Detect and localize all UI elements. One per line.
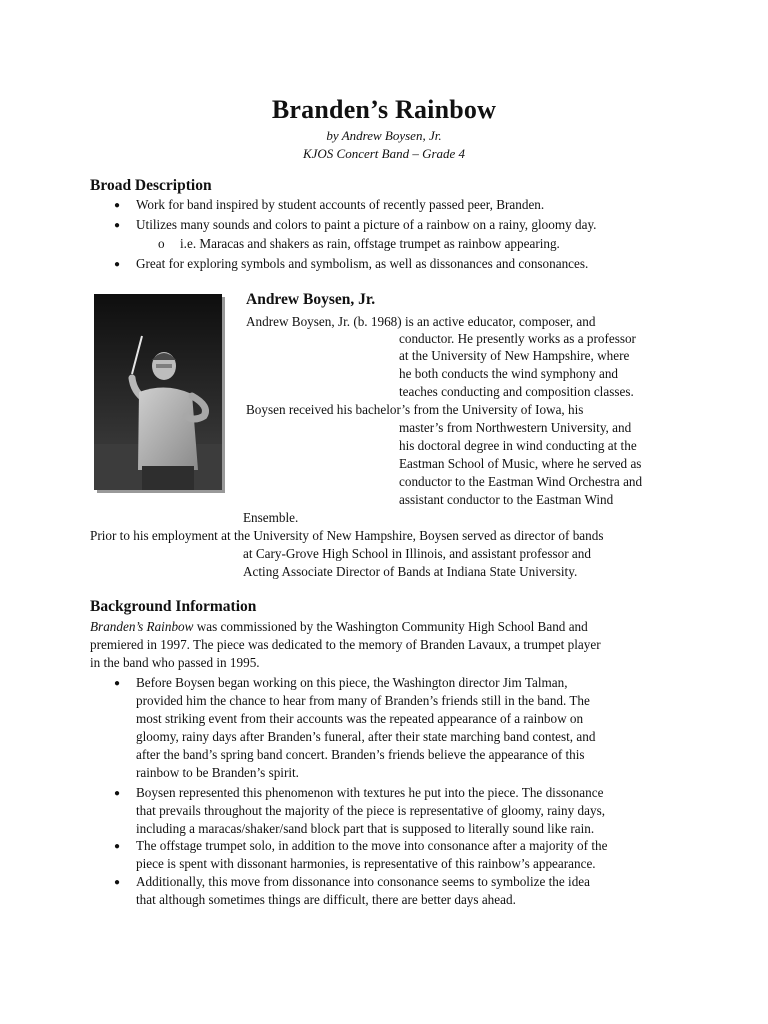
bullet-marker: ● [114,259,121,270]
background-bullet-line: that although sometimes things are difficult, there are better days ahead. [136,892,516,907]
background-bullet-line: Boysen represented this phenomenon with textures he put into the piece. The dissonance [136,785,604,800]
background-bullet-line: rainbow to be Branden’s spirit. [136,765,299,780]
broad-description-heading: Broad Description [90,177,212,194]
background-intro-line: premiered in 1997. The piece was dedicated to the memory of Branden Lavaux, a trumpet player [90,637,601,652]
bio-line: Prior to his employment at the University of New Hampshire, Boysen served as director of bands [90,528,604,543]
background-bullet-line: Additionally, this move from dissonance into consonance seems to symbolize the idea [136,874,591,889]
bio-line: at Cary-Grove High School in Illinois, and assistant professor and [243,546,591,561]
bio-line: at the University of New Hampshire, where [399,348,630,363]
background-bullet-line: after the band’s spring band concert. Branden’s friends believe the appearance of this [136,747,585,762]
bullet-marker: ● [114,200,121,211]
bio-line: conductor. He presently works as a professor [399,331,636,346]
bio-line: master’s from Northwestern University, and [399,420,632,435]
background-bullet-line: The offstage trumpet solo, in addition to the move into consonance after a majority of the [136,838,608,853]
background-bullet-line: including a maracas/shaker/sand block part that is supposed to literally sound like rain. [136,821,595,836]
background-bullet-line: Before Boysen began working on this piece, the Washington director Jim Talman, [136,675,568,690]
bio-line: Boysen received his bachelor’s from the University of Iowa, his [246,402,584,417]
page-title: Branden’s Rainbow [271,95,497,124]
broad-bullet-3: Great for exploring symbols and symbolism, as well as dissonances and consonances. [136,256,589,271]
bullet-marker: ● [114,877,121,888]
sub-bullet-marker: o [158,236,165,251]
broad-bullet-2: Utilizes many sounds and colors to paint a picture of a rainbow on a rainy, gloomy day. [136,217,597,232]
bio-line: he both conducts the wind symphony and [399,366,619,381]
background-bullet-line: piece is spent with dissonant harmonies, is representative of this rainbow’s appearance. [136,856,596,871]
background-intro-line [90,618,588,636]
byline: by Andrew Boysen, Jr. [326,128,442,143]
bio-line: his doctoral degree in wind conducting at the [399,438,637,453]
bio-line: Andrew Boysen, Jr. (b. 1968) is an active educator, composer, and [246,314,596,329]
piece-title-italic: Branden’s Rainbow [90,619,194,634]
bio-heading: Andrew Boysen, Jr. [246,291,376,308]
broad-bullet-1: Work for band inspired by student accounts of recently passed peer, Branden. [136,197,545,212]
bullet-marker: ● [114,678,121,689]
bio-line: Acting Associate Director of Bands at Indiana State University. [243,564,578,579]
conductor-photo-image [94,294,222,490]
bio-line: teaches conducting and composition classes. [399,384,634,399]
background-bullet-line: gloomy, rainy days after Branden’s funeral, after their state marching band contest, and [136,729,596,744]
bio-line: assistant conductor to the Eastman Wind [399,492,614,507]
intro-rest: was commissioned by the Washington Community High School Band and [193,619,588,634]
background-bullet-line: that prevails throughout the majority of the piece is representative of gloomy, rainy days, [136,803,605,818]
bullet-marker: ● [114,788,121,799]
bio-line: Ensemble. [243,510,299,525]
publisher-grade: KJOS Concert Band – Grade 4 [302,146,466,161]
background-bullet-line: most striking event from their accounts was the repeated appearance of a rainbow on [136,711,584,726]
bio-line: conductor to the Eastman Wind Orchestra and [399,474,643,489]
broad-sub-bullet-1: i.e. Maracas and shakers as rain, offstage trumpet as rainbow appearing. [180,236,560,251]
background-intro-line: in the band who passed in 1995. [90,655,260,670]
bio-line: Eastman School of Music, where he served as [399,456,642,471]
conductor-photo [94,294,222,490]
background-bullet-line: provided him the chance to hear from many of Branden’s friends still in the band. The [136,693,590,708]
bullet-marker: ● [114,841,121,852]
background-heading: Background Information [90,598,257,615]
bullet-marker: ● [114,220,121,231]
